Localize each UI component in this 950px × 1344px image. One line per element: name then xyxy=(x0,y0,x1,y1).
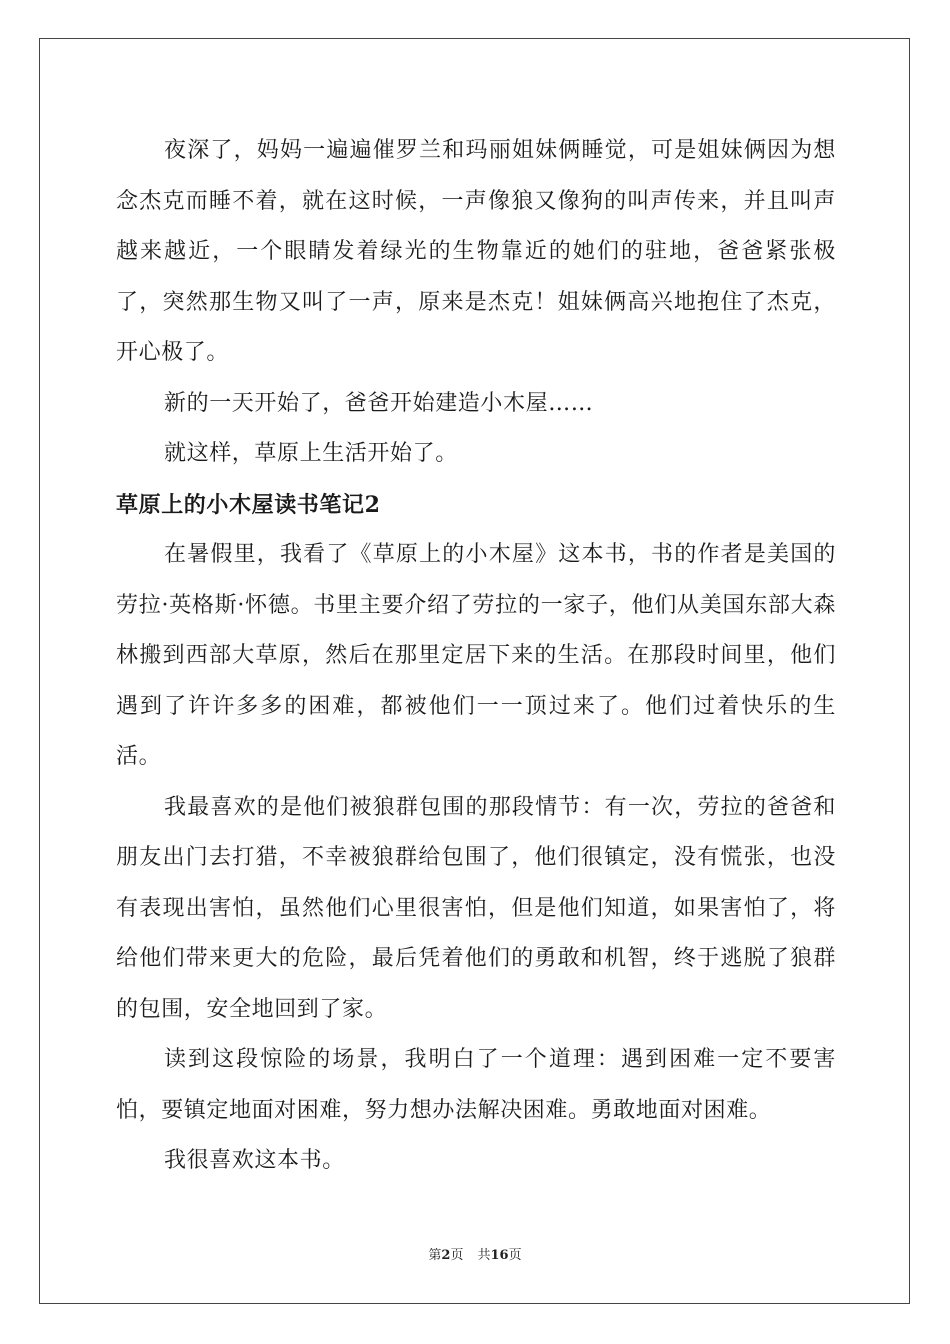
page-suffix: 页 xyxy=(450,1248,464,1263)
paragraph: 我很喜欢这本书。 xyxy=(164,1148,345,1173)
paragraph: 夜深了，妈妈一遍遍催罗兰和玛丽姐妹俩睡觉，可是姐妹俩因为想念杰克而睡不着，就在这时候，一声像狼又像狗的叫声传来，并且叫声越来越近，一个眼睛发着绿光的生物靠近的她们的驻地，爸爸紧张极了，突然那生物又叫了一声，原来是杰克！姐妹俩高兴地抱住了杰克，开心极了。 xyxy=(116,138,836,365)
paragraph: 读到这段惊险的场景，我明白了一个道理：遇到困难一定不要害怕，要镇定地面对困难，努力想办法解决困难。勇敢地面对困难。 xyxy=(116,1047,836,1123)
paragraph: 新的一天开始了，爸爸开始建造小木屋…… xyxy=(164,390,594,416)
page-total: 16 xyxy=(490,1248,509,1263)
paragraph: 就这样，草原上生活开始了。 xyxy=(164,441,458,466)
document-body xyxy=(116,126,836,1187)
page-prefix: 第 xyxy=(428,1248,442,1263)
page-footer xyxy=(0,1244,950,1263)
paragraph: 在暑假里，我看了《草原上的小木屋》这本书，书的作者是美国的劳拉·英格斯·怀德。书里主要介绍了劳拉的一家子，他们从美国东部大森林搬到西部大草原，然后在那里定居下来的生活。在那段时间里，他们遇到了许许多多的困难，都被他们一一顶过来了。他们过着快乐的生活。 xyxy=(116,542,836,769)
total-prefix: 共 xyxy=(477,1248,491,1263)
total-suffix: 页 xyxy=(508,1248,522,1263)
section-title: 草原上的小木屋读书笔记2 xyxy=(116,491,381,518)
paragraph: 我最喜欢的是他们被狼群包围的那段情节：有一次，劳拉的爸爸和朋友出门去打猎，不幸被狼群给包围了，他们很镇定，没有慌张，也没有表现出害怕，虽然他们心里很害怕，但是他们知道，如果害怕了，将给他们带来更大的危险，最后凭着他们的勇敢和机智，终于逃脱了狼群的包围，安全地回到了家。 xyxy=(116,794,836,1022)
page-current: 2 xyxy=(441,1248,451,1263)
